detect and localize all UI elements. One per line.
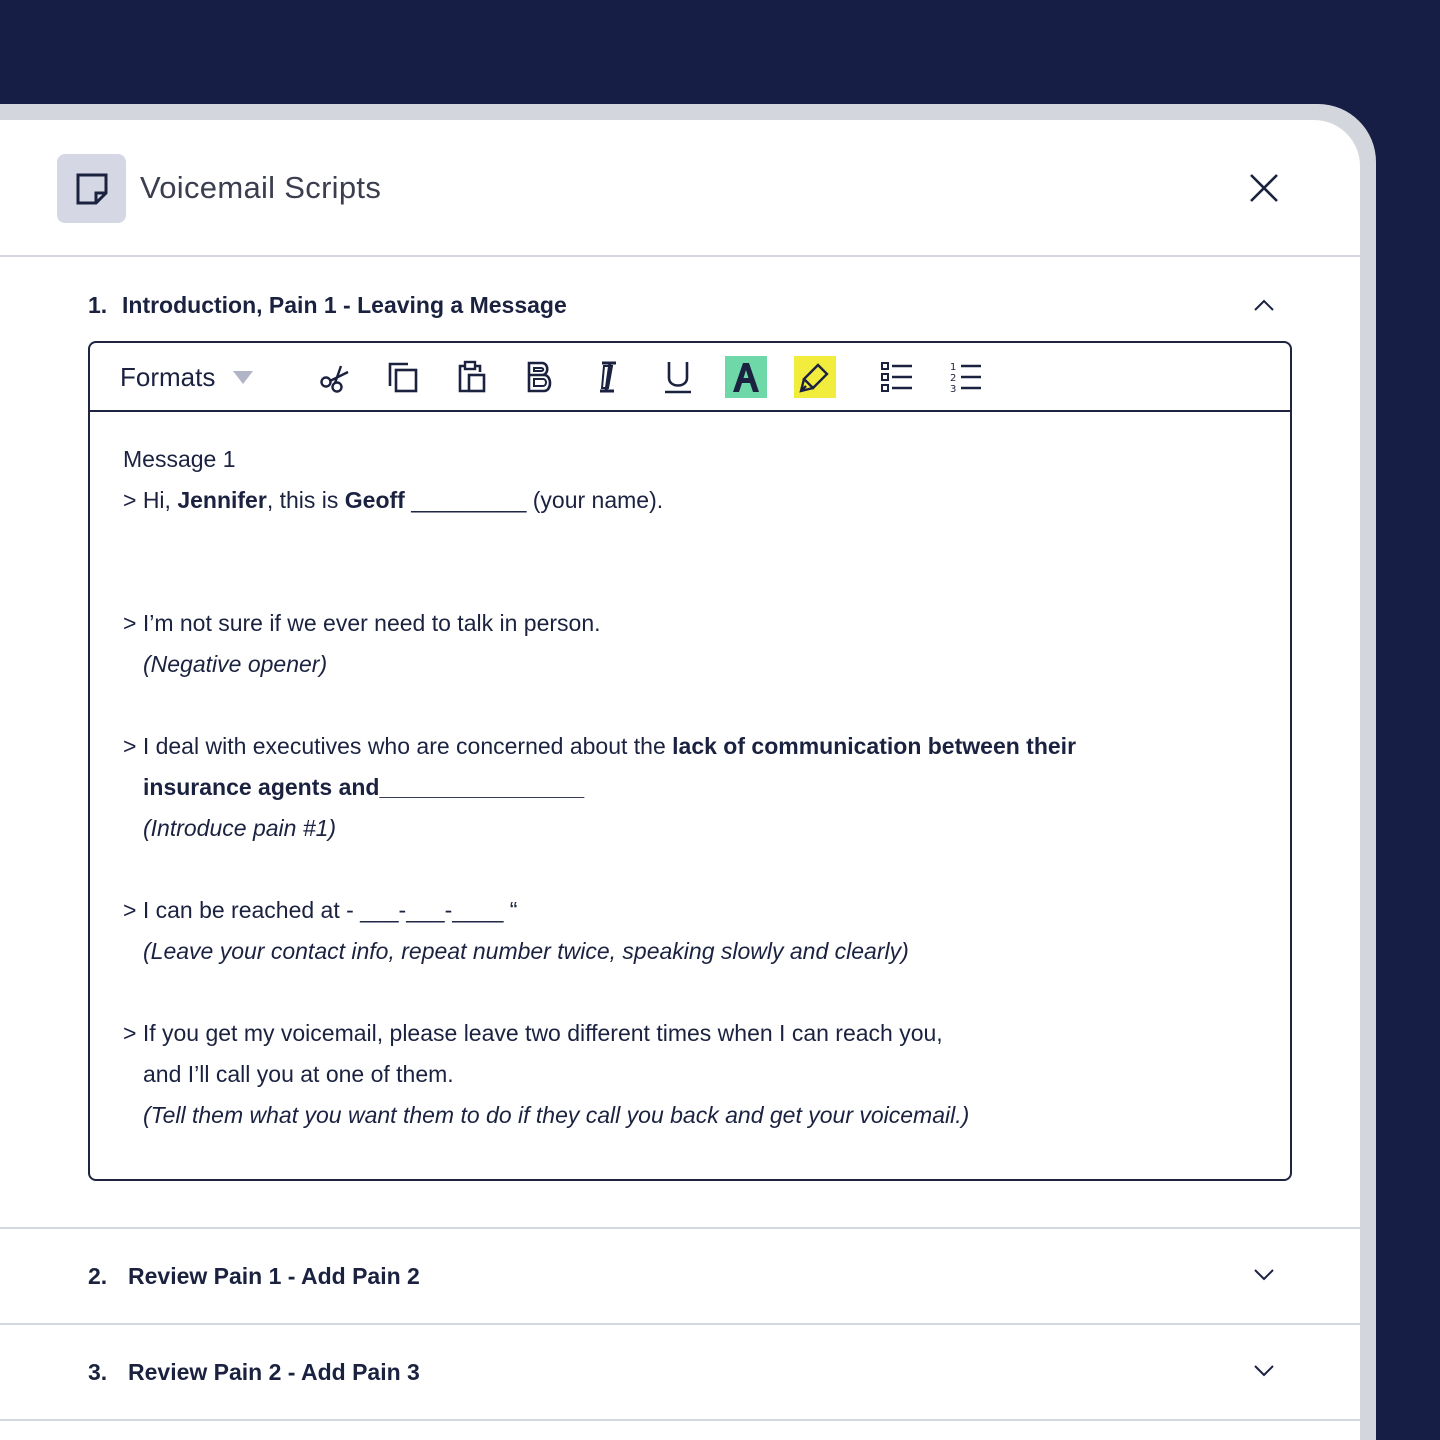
script-note-2: (Negative opener) [143,651,328,677]
svg-text:2: 2 [950,373,957,384]
script-line-3: > I deal with executives who are concerned about the lack of communication between their [123,733,1077,759]
italic-icon[interactable] [587,356,629,398]
script-line-5: > If you get my voicemail, please leave two different times when I can reach you, [123,1020,943,1046]
bold-icon[interactable] [519,356,561,398]
script-heading: Message 1 [123,446,236,472]
chevron-down-icon[interactable] [1250,1357,1278,1385]
page-title: Voicemail Scripts [140,170,382,205]
section-3-number: 3. [88,1358,108,1385]
script-line-5-cont: and I’ll call you at one of them. [143,1061,454,1087]
script-content[interactable] [123,439,1253,1136]
script-line-2: > I’m not sure if we ever need to talk in person. [123,610,601,636]
section-2-number: 2. [88,1262,108,1289]
divider [0,1419,1360,1421]
section-2-label: Review Pain 1 - Add Pain 2 [128,1262,420,1289]
section-2-header[interactable] [0,1229,1360,1323]
section-3-header[interactable] [0,1325,1360,1419]
copy-icon[interactable] [382,356,424,398]
paste-icon[interactable] [451,356,493,398]
script-line-4: > I can be reached at - ___-___-____ “ [123,897,518,923]
highlight-icon[interactable] [794,356,836,398]
section-1-number: 1. [88,291,108,318]
text-color-icon[interactable] [725,356,767,398]
svg-text:1: 1 [950,362,957,373]
voicemail-scripts-panel [0,120,1360,1440]
bullet-list-icon[interactable] [876,356,918,398]
numbered-list-icon[interactable] [945,356,987,398]
script-note-3: (Introduce pain #1) [143,815,337,841]
chevron-down-icon[interactable] [1250,1261,1278,1289]
section-3-label: Review Pain 2 - Add Pain 3 [128,1358,420,1385]
script-editor[interactable] [88,341,1292,1181]
svg-text:3: 3 [950,384,957,394]
chevron-down-icon [233,371,253,384]
panel-header [0,120,1360,257]
formats-dropdown[interactable] [120,362,253,393]
script-line-3-cont: insurance agents and________________ [143,774,585,800]
script-note-5: (Tell them what you want them to do if they call you back and get your voicemail.) [143,1102,970,1128]
cut-icon[interactable] [314,356,356,398]
script-line-1: > Hi, Jennifer, this is Geoff _________ (your name). [123,487,664,513]
formats-label: Formats [120,362,216,392]
section-1-header[interactable] [0,280,1360,330]
close-icon[interactable] [1244,168,1284,208]
underline-icon[interactable] [657,356,699,398]
editor-toolbar [90,343,1290,412]
script-note-4: (Leave your contact info, repeat number twice, speaking slowly and clearly) [143,938,909,964]
sticky-note-icon [57,154,126,223]
section-1-label: Introduction, Pain 1 - Leaving a Message [122,291,567,318]
chevron-up-icon[interactable] [1250,291,1278,319]
